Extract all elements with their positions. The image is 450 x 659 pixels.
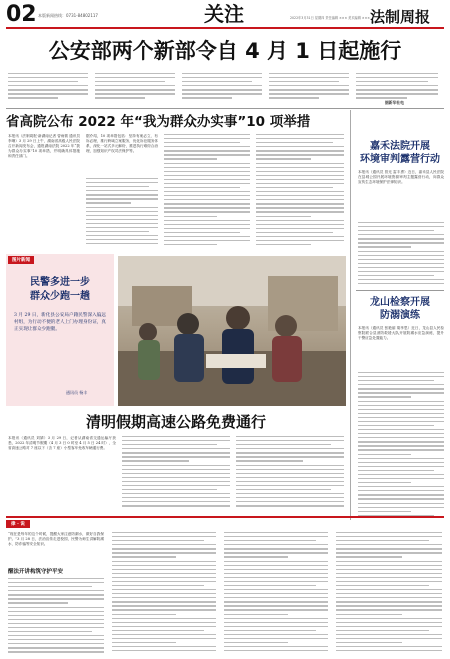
photo-story-credit: 通讯员 杨丰 — [66, 390, 88, 395]
main-story-headline: 省高院公布 2022 年“我为群众办实事”10 项举措 — [6, 114, 311, 130]
holiday-story-byline: 本报讯（通讯员 刘婧）3 月 29 日，记者从湖南省交通运输厅获悉，2022 年清明节假期（4 月 3 日 0 时至 4 月 5 日 24 时），全省高速公路对 7 座以下（含 7 座）小型客车免收车辆通行费。 — [8, 436, 116, 451]
bottom-story-tag-label: 律 · 说 — [11, 522, 25, 527]
bottom-story-tag — [6, 520, 30, 528]
divider — [6, 516, 444, 518]
bottom-story-col4 — [336, 532, 442, 654]
masthead-meta: 本版新闻热线：0731-84802117 — [38, 13, 98, 18]
holiday-story-col3 — [236, 436, 344, 510]
side-story-1-headline: 嘉禾法院开展 环境审判露营行动 — [360, 141, 440, 165]
photo-news-tag — [8, 256, 34, 264]
divider — [356, 290, 444, 291]
side-story-1-byline: 本报讯（通讯员 曾光 雷丰勇）近日，嘉禾县人民法院在县城公园开展环境资源审判主题露营行动，向群众宣传生态环境保护法律知识。 — [358, 170, 444, 185]
side-story-1-body — [358, 222, 444, 286]
photo-news-tag-label: 图片新闻 — [12, 258, 30, 263]
top-story-body — [8, 73, 438, 99]
bottom-story-col1 — [8, 578, 104, 654]
bottom-story-text: “现在是每年的这个时候，提醒大家注意防溺水，做好自我保护。”3 月 28 日，法治宣传走进校园，民警为师生讲解防溺水、防诈骗等安全知识。 — [8, 532, 104, 547]
masthead-date: 2022年3月31日 星期四 责任编辑 ××× 美术编辑 ××× — [290, 16, 370, 20]
top-story-footer: 据新华社电 — [385, 100, 404, 105]
bottom-story-subheadline: 醒法开讲构筑守护平安 — [8, 569, 64, 575]
holiday-story-col2 — [122, 436, 230, 510]
column-divider — [350, 110, 351, 520]
bottom-story-col3 — [224, 532, 328, 654]
main-story-lead: 据介绍，10 项举措包括：坚持有案必立、有诉必理，推行跨域立案服务，优化诉讼服务体系，深化一站式多元解纷，推进执行难综合治理，加强知识产权司法保护等。 — [86, 134, 158, 154]
side-story-2-headline: 龙山检察开展 防溺演练 — [370, 297, 430, 321]
news-photo — [118, 256, 346, 406]
photo-story-box — [6, 254, 114, 406]
top-story-headline: 公安部两个新部令自 4 月 1 日起施行 — [48, 39, 402, 63]
main-story-col3 — [164, 134, 250, 246]
bottom-story-col2 — [112, 532, 216, 654]
masthead-rule — [6, 27, 444, 29]
section-title: 关注 — [204, 2, 244, 26]
divider — [6, 108, 444, 109]
paper-name: 法制周报 — [370, 8, 431, 26]
main-story-col4 — [256, 134, 344, 246]
main-story-byline: 本报讯（法制周报·新湖南记者 曾雨微 通讯员 李琳）3 月 29 日上午，湖南省高级人民法院召开新闻发布会，通报湖南法院 2022 年“我为群众办实事”10 项举措，并明确具体措施和责任部门。 — [8, 134, 80, 159]
photo-story-caption: 3 月 29 日，新化县公安局户籍民警深入偏远村组，为行动不便的老人上门办理身份证，真正实现让群众少跑腿。 — [14, 313, 106, 332]
masthead — [0, 0, 450, 36]
main-story-col2 — [86, 178, 158, 246]
side-story-2-body — [358, 372, 444, 516]
holiday-story-headline: 清明假期高速公路免费通行 — [85, 413, 266, 431]
photo-story-headline: 民警多进一步 群众少跑一趟 — [30, 277, 90, 302]
page-number: 02 — [6, 2, 37, 27]
side-story-2-byline: 本报讯（通讯员 张艳丽 胡孝思）近日，龙山县人民检察院联合县消防救援大队开展防溺水应急演练，提升干警应急处置能力。 — [358, 326, 444, 341]
photo-scene-image — [118, 256, 346, 406]
